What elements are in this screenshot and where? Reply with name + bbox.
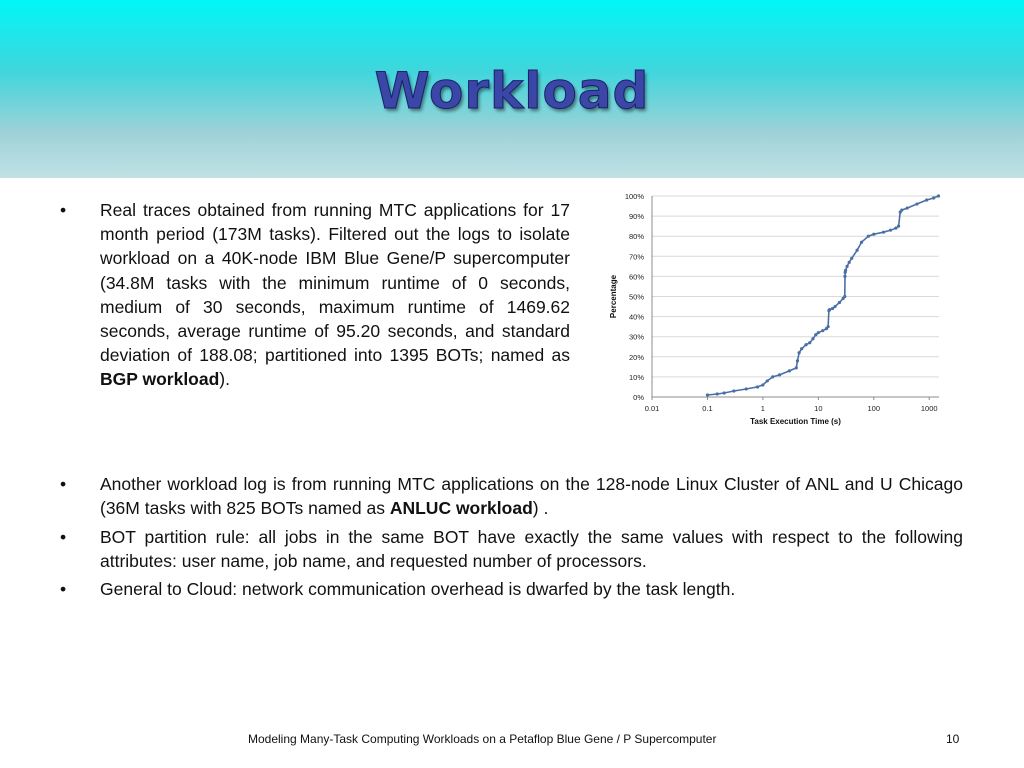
bullet-marker: • bbox=[60, 474, 67, 494]
data-point bbox=[723, 391, 726, 394]
bullet-text bbox=[100, 472, 963, 520]
x-axis-title: Task Execution Time (s) bbox=[750, 417, 841, 426]
cdf-chart bbox=[600, 186, 950, 431]
x-tick-label: 1 bbox=[760, 404, 765, 413]
data-point bbox=[932, 196, 935, 199]
data-point bbox=[706, 393, 709, 396]
data-point bbox=[833, 305, 836, 308]
data-point bbox=[766, 379, 769, 382]
data-point bbox=[838, 301, 841, 304]
data-point bbox=[814, 333, 817, 336]
data-point bbox=[821, 329, 824, 332]
data-point bbox=[889, 229, 892, 232]
data-point bbox=[843, 275, 846, 278]
data-point bbox=[867, 235, 870, 238]
y-tick-label: 50% bbox=[628, 292, 644, 302]
bullet-text-part: ) . bbox=[532, 498, 549, 519]
data-point bbox=[817, 331, 820, 334]
data-point bbox=[844, 269, 847, 272]
data-point bbox=[937, 194, 940, 197]
data-point bbox=[804, 343, 807, 346]
y-tick-label: 40% bbox=[628, 312, 644, 322]
bullet-bold-term: ANLUC workload bbox=[389, 498, 533, 519]
page-number: 10 bbox=[946, 732, 960, 746]
data-point bbox=[827, 325, 830, 328]
bullet-text: BOT partition rule: all jobs in the same BOT have exactly the same values with respect to the following attributes: user name, job name, and requested number of processors. bbox=[100, 527, 963, 572]
data-point bbox=[848, 261, 851, 264]
y-tick-label: 100% bbox=[624, 192, 644, 201]
data-point bbox=[915, 202, 918, 205]
data-point bbox=[745, 387, 748, 390]
cdf-chart-svg bbox=[600, 186, 950, 431]
data-point bbox=[756, 385, 759, 388]
bullet-text-part: ). bbox=[219, 369, 230, 390]
y-tick-label: 70% bbox=[628, 252, 644, 262]
data-point bbox=[716, 392, 719, 395]
data-point bbox=[872, 233, 875, 236]
data-point bbox=[778, 373, 781, 376]
data-point bbox=[860, 241, 863, 244]
x-tick-label: 0.01 bbox=[644, 404, 660, 413]
y-tick-label: 60% bbox=[628, 272, 644, 282]
data-point bbox=[811, 337, 814, 340]
slide-title: Workload bbox=[374, 62, 650, 120]
y-tick-label: 90% bbox=[628, 212, 644, 222]
footer-text: Modeling Many-Task Computing Workloads on a Petaflop Blue Gene / P Supercomputer bbox=[248, 732, 717, 746]
bullet-text bbox=[100, 198, 570, 392]
bullet-marker: • bbox=[60, 527, 67, 547]
y-tick-label: 20% bbox=[628, 352, 644, 362]
x-tick-label: 1000 bbox=[920, 404, 938, 413]
y-tick-label: 10% bbox=[628, 372, 644, 382]
data-point bbox=[771, 375, 774, 378]
bullet-marker: • bbox=[60, 579, 67, 599]
data-point bbox=[732, 389, 735, 392]
bullet-text-part: Real traces obtained from running MTC applications for 17 month period (173M tasks). Filtered out the logs to isolate workload on a 40K-node IBM Blue Gene/P supercomputer (34.8M tasks with the minimum runtime of 0 seconds, medium of 30 seconds, maximum runtime of 1469.62 seconds, average runtime of 95.20 seconds, and standard deviation of 188.08; partitioned into 1395 BOTs; named as bbox=[100, 200, 570, 366]
data-point bbox=[788, 369, 791, 372]
data-point bbox=[850, 257, 853, 260]
x-tick-label: 100 bbox=[867, 404, 881, 413]
data-point bbox=[828, 308, 831, 311]
data-point bbox=[845, 265, 848, 268]
y-tick-label: 30% bbox=[628, 332, 644, 342]
bullet-bold-term: BGP workload bbox=[100, 369, 220, 390]
data-point bbox=[761, 383, 764, 386]
data-point bbox=[900, 208, 903, 211]
data-point bbox=[843, 295, 846, 298]
data-point bbox=[882, 231, 885, 234]
data-point bbox=[800, 347, 803, 350]
bullet-marker: • bbox=[60, 200, 67, 220]
data-point bbox=[808, 341, 811, 344]
x-tick-label: 0.1 bbox=[702, 404, 713, 413]
data-point bbox=[796, 359, 799, 362]
bullet-text: General to Cloud: network communication overhead is dwarfed by the task length. bbox=[100, 579, 736, 599]
data-point bbox=[795, 366, 798, 369]
data-point bbox=[855, 249, 858, 252]
series-line bbox=[707, 196, 938, 395]
data-point bbox=[798, 351, 801, 354]
data-point bbox=[897, 225, 900, 228]
x-tick-label: 10 bbox=[814, 404, 823, 413]
data-point bbox=[906, 206, 909, 209]
data-point bbox=[831, 307, 834, 310]
y-tick-label: 0% bbox=[633, 393, 644, 402]
y-axis-title: Percentage bbox=[609, 274, 618, 319]
y-tick-label: 80% bbox=[628, 232, 644, 242]
data-point bbox=[894, 227, 897, 230]
data-point bbox=[925, 198, 928, 201]
bullet-text-part: Another workload log is from running MTC applications on the 128-node Linux Cluster of ANL and U Chicago (36M tasks with 825 BOTs named as bbox=[100, 474, 963, 519]
